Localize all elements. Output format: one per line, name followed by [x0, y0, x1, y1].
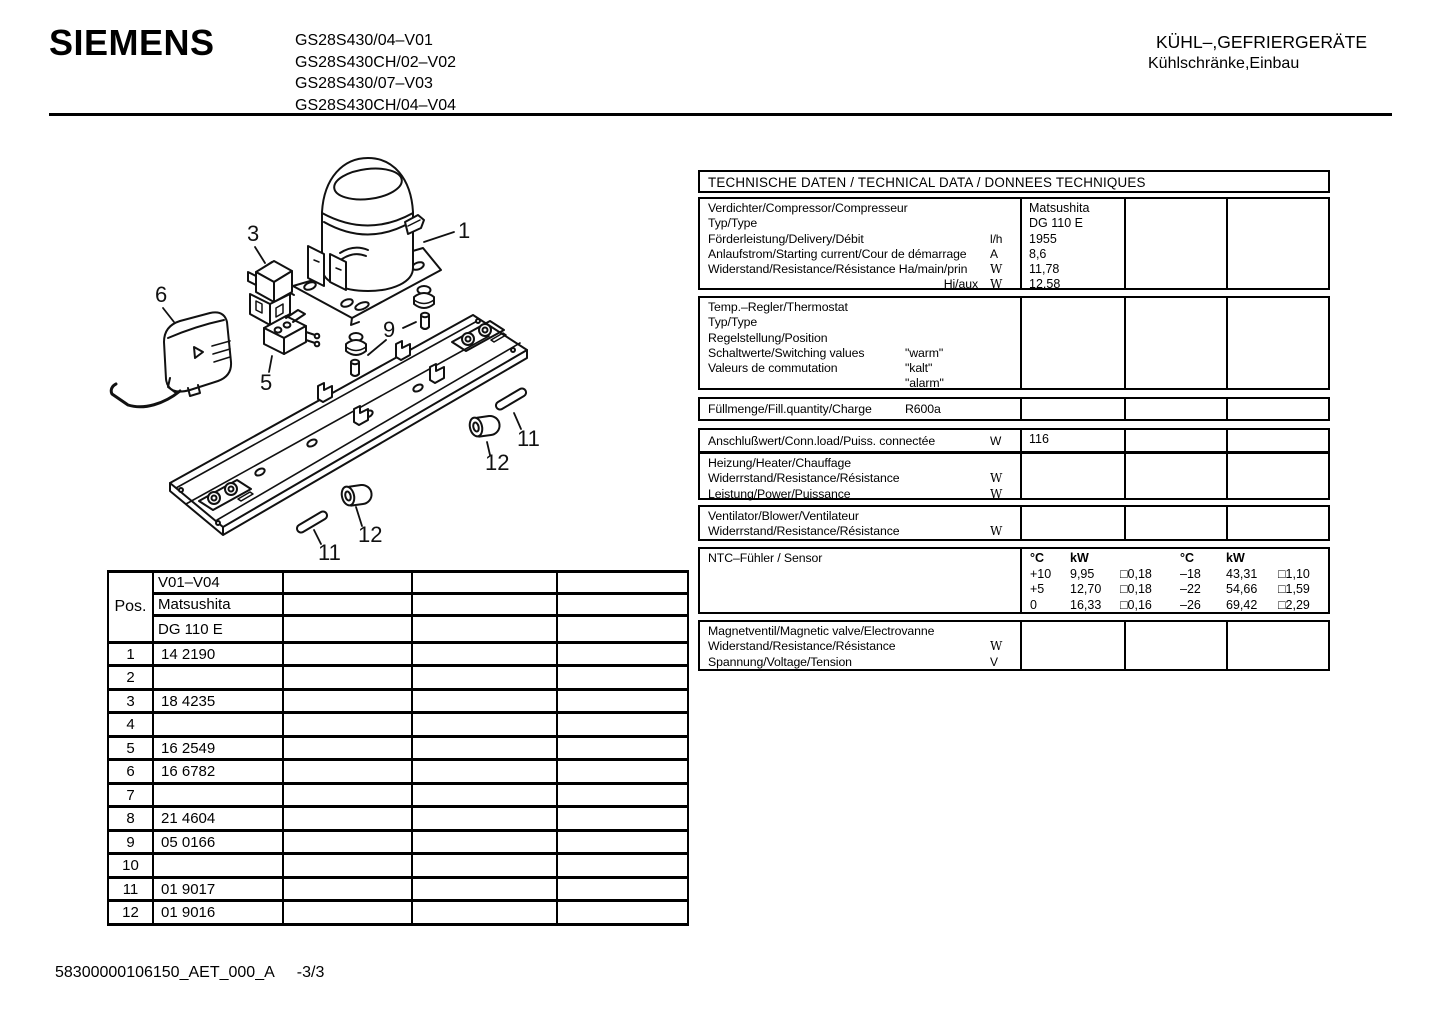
- tech-data-title-box: [698, 170, 1330, 193]
- part-code-cell: 16 2549: [153, 737, 283, 760]
- empty-cell: [283, 666, 412, 690]
- empty-cell: [1226, 454, 1328, 498]
- tech-label: Verdichter/Compressor/Compresseur: [708, 201, 908, 215]
- table-row: [108, 901, 688, 925]
- pos-cell: 8: [108, 807, 153, 831]
- switch-value: "kalt": [905, 361, 933, 376]
- empty-cell: [557, 807, 688, 831]
- pos-cell: 10: [108, 854, 153, 878]
- pos-cell: 3: [108, 690, 153, 713]
- ntc-cell: –22: [1180, 582, 1201, 596]
- empty-cell: [1226, 298, 1328, 388]
- pos-cell: 1: [108, 643, 153, 666]
- callout-capacitor: 6: [155, 282, 168, 307]
- tech-label: Anschlußwert/Conn.load/Puiss. connectée: [708, 434, 936, 448]
- capacitor-drawing: [111, 312, 231, 406]
- part-code-cell: 01 9017: [153, 878, 283, 901]
- tech-unit: [990, 216, 1017, 231]
- maker-header: Matsushita: [153, 594, 283, 616]
- tech-label: Widerrstand/Resistance/Résistance: [708, 524, 900, 539]
- ntc-cell: 54,66: [1226, 582, 1258, 596]
- empty-cell: [412, 572, 557, 594]
- table-row: [108, 784, 688, 807]
- empty-cell: [412, 760, 557, 784]
- model-list: [295, 30, 456, 116]
- tech-label: Regelstellung/Position: [708, 330, 828, 345]
- tech-label: Hi/aux: [943, 277, 978, 292]
- callout-compressor: 1: [458, 218, 471, 243]
- part-code-cell: 18 4235: [153, 690, 283, 713]
- tech-value: DG 110 E: [1029, 216, 1083, 231]
- empty-cell: [1124, 622, 1226, 669]
- empty-cell: [283, 616, 412, 643]
- ntc-header: kW: [1226, 551, 1245, 565]
- exploded-parts-drawing: [100, 150, 580, 580]
- tech-label: Anlaufstrom/Starting current/Cour de démarrage: [708, 246, 967, 261]
- empty-cell: [283, 901, 412, 925]
- empty-cell: [412, 713, 557, 737]
- empty-cell: [1124, 199, 1226, 288]
- empty-cell: [557, 690, 688, 713]
- pos-cell: 2: [108, 666, 153, 690]
- tech-label: Ventilator/Blower/Ventilateur: [708, 509, 859, 523]
- ntc-cell: □1,10: [1278, 566, 1310, 581]
- empty-cell: [1020, 298, 1124, 388]
- empty-cell: [412, 807, 557, 831]
- table-row: [108, 713, 688, 737]
- pos-cell: 12: [108, 901, 153, 925]
- category-subtitle: Kühlschränke,Einbau: [1148, 55, 1300, 72]
- tech-label: Füllmenge/Fill.quantity/Charge: [708, 402, 872, 416]
- empty-cell: [557, 666, 688, 690]
- ntc-cell: –18: [1180, 566, 1201, 581]
- tech-label: Schaltwerte/Switching values: [708, 345, 865, 360]
- part-code-cell: 16 6782: [153, 760, 283, 784]
- tech-value: 116: [1029, 432, 1049, 446]
- part-code-cell: [153, 784, 283, 807]
- pos-cell: 6: [108, 760, 153, 784]
- tech-label: Typ/Type: [708, 216, 758, 231]
- empty-cell: [283, 807, 412, 831]
- empty-cell: [412, 854, 557, 878]
- ntc-cell: 12,70: [1070, 582, 1102, 596]
- tech-unit: A: [990, 246, 998, 261]
- empty-cell: [283, 854, 412, 878]
- ntc-cell: □0,18: [1120, 582, 1152, 596]
- empty-cell: [1226, 399, 1328, 419]
- empty-cell: [557, 760, 688, 784]
- tech-unit: [990, 201, 1017, 216]
- empty-cell: [283, 831, 412, 854]
- empty-cell: [412, 784, 557, 807]
- ntc-cell: 43,31: [1226, 566, 1258, 581]
- table-row: [108, 666, 688, 690]
- model-line: GS28S430CH/02–V02: [295, 53, 456, 71]
- empty-cell: [1020, 454, 1124, 498]
- callout-relay: 3: [247, 221, 260, 246]
- ntc-header: kW: [1070, 551, 1089, 565]
- ntc-header: °C: [1180, 551, 1195, 565]
- tech-unit: W: [990, 486, 1003, 501]
- pos-column-header: Pos.: [108, 572, 153, 643]
- tech-unit: l/h: [990, 231, 1003, 246]
- empty-cell: [1124, 454, 1226, 498]
- tech-label: Förderleistung/Delivery/Débit: [708, 231, 864, 246]
- tech-value: 11,78: [1029, 262, 1060, 277]
- empty-cell: [1020, 507, 1124, 539]
- tech-label: Temp.–Regler/Thermostat: [708, 300, 848, 314]
- pos-cell: 4: [108, 713, 153, 737]
- empty-cell: [283, 713, 412, 737]
- empty-cell: [1124, 507, 1226, 539]
- tech-unit: W: [990, 262, 1003, 277]
- switch-value: "warm": [905, 345, 944, 360]
- empty-cell: [1124, 399, 1226, 419]
- heater-section: [698, 452, 1330, 500]
- callout-pin-right: 11: [517, 426, 540, 451]
- empty-cell: [412, 737, 557, 760]
- pos-cell: 9: [108, 831, 153, 854]
- fan-section: [698, 505, 1330, 541]
- tech-value: 1955: [1029, 231, 1057, 246]
- header-divider: [49, 113, 1392, 116]
- magnetic-valve-section: [698, 620, 1330, 671]
- category-header: [1148, 29, 1442, 74]
- footer: [55, 964, 324, 982]
- empty-cell: [1020, 399, 1124, 419]
- empty-cell: [557, 878, 688, 901]
- ntc-header: [1120, 551, 1180, 567]
- empty-cell: [412, 666, 557, 690]
- ntc-header: °C: [1030, 551, 1045, 565]
- ntc-cell: □1,59: [1278, 582, 1310, 596]
- tech-label: Valeurs de commutation: [708, 361, 838, 376]
- tech-unit: W: [990, 524, 1003, 539]
- empty-cell: [557, 643, 688, 666]
- tech-label: Spannung/Voltage/Tension: [708, 654, 852, 669]
- tech-unit: V: [990, 654, 998, 669]
- model-line: GS28S430CH/04–V04: [295, 96, 456, 114]
- empty-cell: [412, 616, 557, 643]
- table-row: [108, 643, 688, 666]
- table-row: [108, 854, 688, 878]
- empty-cell: [283, 737, 412, 760]
- tech-unit: W: [990, 277, 1003, 292]
- empty-cell: [557, 616, 688, 643]
- ntc-header: [1278, 551, 1328, 567]
- empty-cell: [557, 831, 688, 854]
- type-header: DG 110 E: [153, 616, 283, 643]
- part-code-cell: 01 9016: [153, 901, 283, 925]
- model-line: GS28S430/07–V03: [295, 75, 433, 92]
- empty-cell: [557, 854, 688, 878]
- tech-label: Widerstand/Resistance/Résistance: [708, 639, 896, 654]
- empty-cell: [557, 713, 688, 737]
- empty-cell: [412, 878, 557, 901]
- compressor-drawing: [308, 158, 424, 291]
- part-code-cell: [153, 854, 283, 878]
- ntc-cell: 16,33: [1070, 597, 1102, 612]
- callout-pin-bottom: 11: [318, 540, 341, 565]
- document-id: 58300000106150_AET_000_A: [55, 964, 275, 981]
- tech-label: Heizung/Heater/Chauffage: [708, 456, 851, 470]
- empty-cell: [1124, 298, 1226, 388]
- table-row: [108, 831, 688, 854]
- parts-table: [107, 570, 689, 926]
- empty-cell: [1226, 622, 1328, 669]
- part-code-cell: [153, 666, 283, 690]
- tech-unit: W: [990, 471, 1003, 486]
- ntc-cell: 69,42: [1226, 597, 1258, 612]
- fill-value: R600a: [905, 402, 941, 416]
- variant-header: V01–V04: [153, 572, 283, 594]
- table-row: [108, 690, 688, 713]
- empty-cell: [283, 760, 412, 784]
- table-row: [108, 878, 688, 901]
- empty-cell: [1020, 622, 1124, 669]
- ntc-cell: 9,95: [1070, 566, 1095, 581]
- empty-cell: [283, 690, 412, 713]
- pos-cell: 5: [108, 737, 153, 760]
- model-line: GS28S430/04–V01: [295, 32, 433, 49]
- empty-cell: [283, 572, 412, 594]
- empty-cell: [412, 831, 557, 854]
- tech-unit: W: [990, 434, 1002, 448]
- page-number: -3/3: [296, 964, 325, 981]
- pos-cell: 7: [108, 784, 153, 807]
- switch-value: "alarm": [905, 376, 944, 391]
- ntc-cell: –26: [1180, 597, 1201, 612]
- part-code-cell: 21 4604: [153, 807, 283, 831]
- tech-value: Matsushita: [1029, 201, 1090, 215]
- callout-bushing-right: 12: [485, 450, 510, 475]
- thermostat-section: [698, 296, 1330, 390]
- ntc-sensor-section: [698, 547, 1330, 614]
- table-row: [108, 807, 688, 831]
- empty-cell: [557, 737, 688, 760]
- empty-cell: [412, 901, 557, 925]
- ntc-cell: +5: [1030, 582, 1045, 596]
- compressor-section: [698, 197, 1330, 290]
- tech-label: Typ/Type: [708, 315, 758, 330]
- empty-cell: [1226, 430, 1328, 451]
- table-row: [108, 737, 688, 760]
- empty-cell: [557, 572, 688, 594]
- part-code-cell: [153, 713, 283, 737]
- empty-cell: [283, 784, 412, 807]
- ntc-cell: +10: [1030, 566, 1052, 581]
- tech-data-title: TECHNISCHE DATEN / TECHNICAL DATA / DONNEES TECHNIQUES: [708, 175, 1146, 190]
- empty-cell: [1124, 430, 1226, 451]
- tech-label: Leistung/Power/Puissance: [708, 486, 851, 501]
- tech-label: Widerrstand/Resistance/Résistance: [708, 471, 900, 486]
- tech-label: [708, 376, 905, 391]
- fill-quantity-section: [698, 397, 1330, 421]
- callout-bushing-bottom: 12: [358, 522, 383, 547]
- ntc-cell: □2,29: [1278, 597, 1310, 612]
- empty-cell: [412, 594, 557, 616]
- tech-label: Magnetventil/Magnetic valve/Electrovanne: [708, 624, 935, 638]
- part-code-cell: 14 2190: [153, 643, 283, 666]
- table-row: [108, 760, 688, 784]
- empty-cell: [557, 784, 688, 807]
- empty-cell: [557, 594, 688, 616]
- empty-cell: [1226, 507, 1328, 539]
- category-title: KÜHL–,GEFRIERGERÄTE: [1156, 32, 1368, 52]
- empty-cell: [1226, 199, 1328, 288]
- tech-label: Widerstand/Resistance/Résistance Ha/main/prin: [708, 262, 968, 277]
- ntc-cell: 0: [1030, 597, 1037, 612]
- part-code-cell: 05 0166: [153, 831, 283, 854]
- tech-value: 12,58: [1029, 277, 1061, 292]
- tech-value: 8,6: [1029, 246, 1047, 261]
- callout-grommet: 9: [383, 317, 396, 342]
- empty-cell: [283, 878, 412, 901]
- empty-cell: [283, 643, 412, 666]
- pos-cell: 11: [108, 878, 153, 901]
- ntc-cell: □0,16: [1120, 597, 1152, 612]
- empty-cell: [557, 901, 688, 925]
- callout-protector: 5: [260, 370, 273, 395]
- empty-cell: [412, 690, 557, 713]
- brand-logo: SIEMENS: [49, 22, 215, 63]
- ntc-cell: □0,18: [1120, 566, 1152, 581]
- ntc-value-grid: [1030, 551, 1328, 613]
- empty-cell: [283, 594, 412, 616]
- tech-unit: W: [990, 639, 1003, 654]
- connected-load-section: [698, 428, 1330, 453]
- empty-cell: [412, 643, 557, 666]
- tech-label: NTC–Fühler / Sensor: [708, 551, 823, 565]
